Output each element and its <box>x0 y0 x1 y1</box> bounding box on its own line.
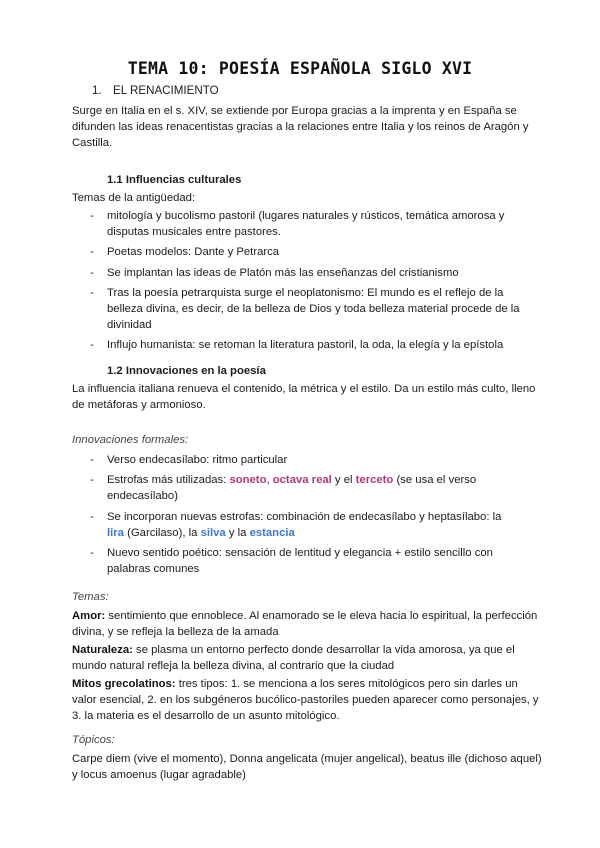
list-item: - Verso endecasílabo: ritmo particular <box>90 453 520 469</box>
bullet-dash: - <box>90 287 94 300</box>
section-title: EL RENACIMIENTO <box>113 84 219 97</box>
term-octava-real: octava real <box>272 474 332 487</box>
term-naturaleza: Naturaleza: <box>72 644 133 656</box>
tema-mitos: Mitos grecolatinos: tres tipos: 1. se menciona a los seres mitológicos pero sin darles un valor esencial, 2. en los subgéneros bucólico-pastoriles pueden aparecer como personajes, y 3. la materia es el desarrollo de un asunto mitológico. <box>72 678 539 722</box>
innovaciones-paragraph: La influencia italiana renueva el contenido, la métrica y el estilo. Da un estilo más culto, lleno de metáforas y armonioso. <box>72 383 536 411</box>
intro-paragraph: Surge en Italia en el s. XIV, se extiende por Europa gracias a la imprenta y en España se difunden las ideas renacentistas gracias a la relaciones entre Italia y los reinos de Aragón y Castilla. <box>72 105 529 149</box>
list-item: - Poetas modelos: Dante y Petrarca <box>90 245 520 261</box>
tema-amor: Amor: sentimiento que ennoblece. Al enamorado se le eleva hacia lo espiritual, la perfección divina, y se refleja la belleza de la amada <box>72 610 538 638</box>
bullet-dash: - <box>90 454 94 466</box>
bullet-dash: - <box>90 547 94 560</box>
term-mitos: Mitos grecolatinos: <box>72 678 176 690</box>
topicos-label: Tópicos: <box>72 734 115 746</box>
temas-label: Temas: <box>72 591 109 603</box>
bullet-dash: - <box>90 474 94 487</box>
list-item: - Se incorporan nuevas estrofas: combinación de endecasílabo y heptasílabo: la lira (Garcilaso), la silva y la estancia <box>90 510 502 539</box>
list-item: - Estrofas más utilizadas: soneto, octava real y el terceto (se usa el verso endecasílabo) <box>90 474 477 503</box>
formales-list <box>90 453 520 582</box>
bullet-dash: - <box>90 510 94 523</box>
bullet-dash: - <box>90 266 94 279</box>
list-item: - Influjo humanista: se retoman la literatura pastoril, la oda, la elegía y la epístola <box>90 338 520 354</box>
list-item: - Se implantan las ideas de Platón más las enseñanzas del cristianismo <box>90 266 520 282</box>
term-lira: lira <box>107 526 124 539</box>
term-silva: silva <box>200 526 226 539</box>
list-item: - mitología y bucolismo pastoril (lugares naturales y rústicos, temática amorosa y disputas musicales entre pastores. <box>90 210 505 238</box>
formal-label: Innovaciones formales: <box>72 434 189 446</box>
term-soneto: soneto <box>229 474 267 487</box>
bullet-dash: - <box>90 246 94 259</box>
section-heading <box>92 84 219 97</box>
tema-naturaleza: Naturaleza: se plasma un entorno perfecto donde desarrollar la vida amorosa, ya que el mundo natural refleja la belleza divina, al contrario que la ciudad <box>72 644 515 672</box>
term-amor: Amor: <box>72 610 106 622</box>
influencias-list <box>90 209 520 359</box>
subsection-heading-influencias: 1.1 Influencias culturales <box>107 174 242 186</box>
term-estancia: estancia <box>249 526 295 539</box>
term-terceto: terceto <box>355 474 394 487</box>
list-item: - Tras la poesía petrarquista surge el neoplatonismo: El mundo es el reflejo de la belleza divina, es decir, de la belleza de Dios y toda belleza material procede de la divinidad <box>90 287 520 331</box>
bullet-dash: - <box>90 339 94 352</box>
antiguedad-lead: Temas de la antigüedad: <box>72 192 196 204</box>
subsection-heading-innovaciones: 1.2 Innovaciones en la poesía <box>107 365 266 377</box>
topicos-paragraph: Carpe diem (vive el momento), Donna angelicata (mujer angelical), beatus ille (dichoso aquel) y locus amoenus (lugar agradable) <box>72 753 542 781</box>
bullet-dash: - <box>90 210 94 222</box>
list-item: - Nuevo sentido poético: sensación de lentitud y elegancia + estilo sencillo con palabras comunes <box>90 547 493 575</box>
page-title: TEMA 10: POESÍA ESPAÑOLA SIGLO XVI <box>127 59 473 78</box>
section-number: 1. <box>92 84 102 97</box>
